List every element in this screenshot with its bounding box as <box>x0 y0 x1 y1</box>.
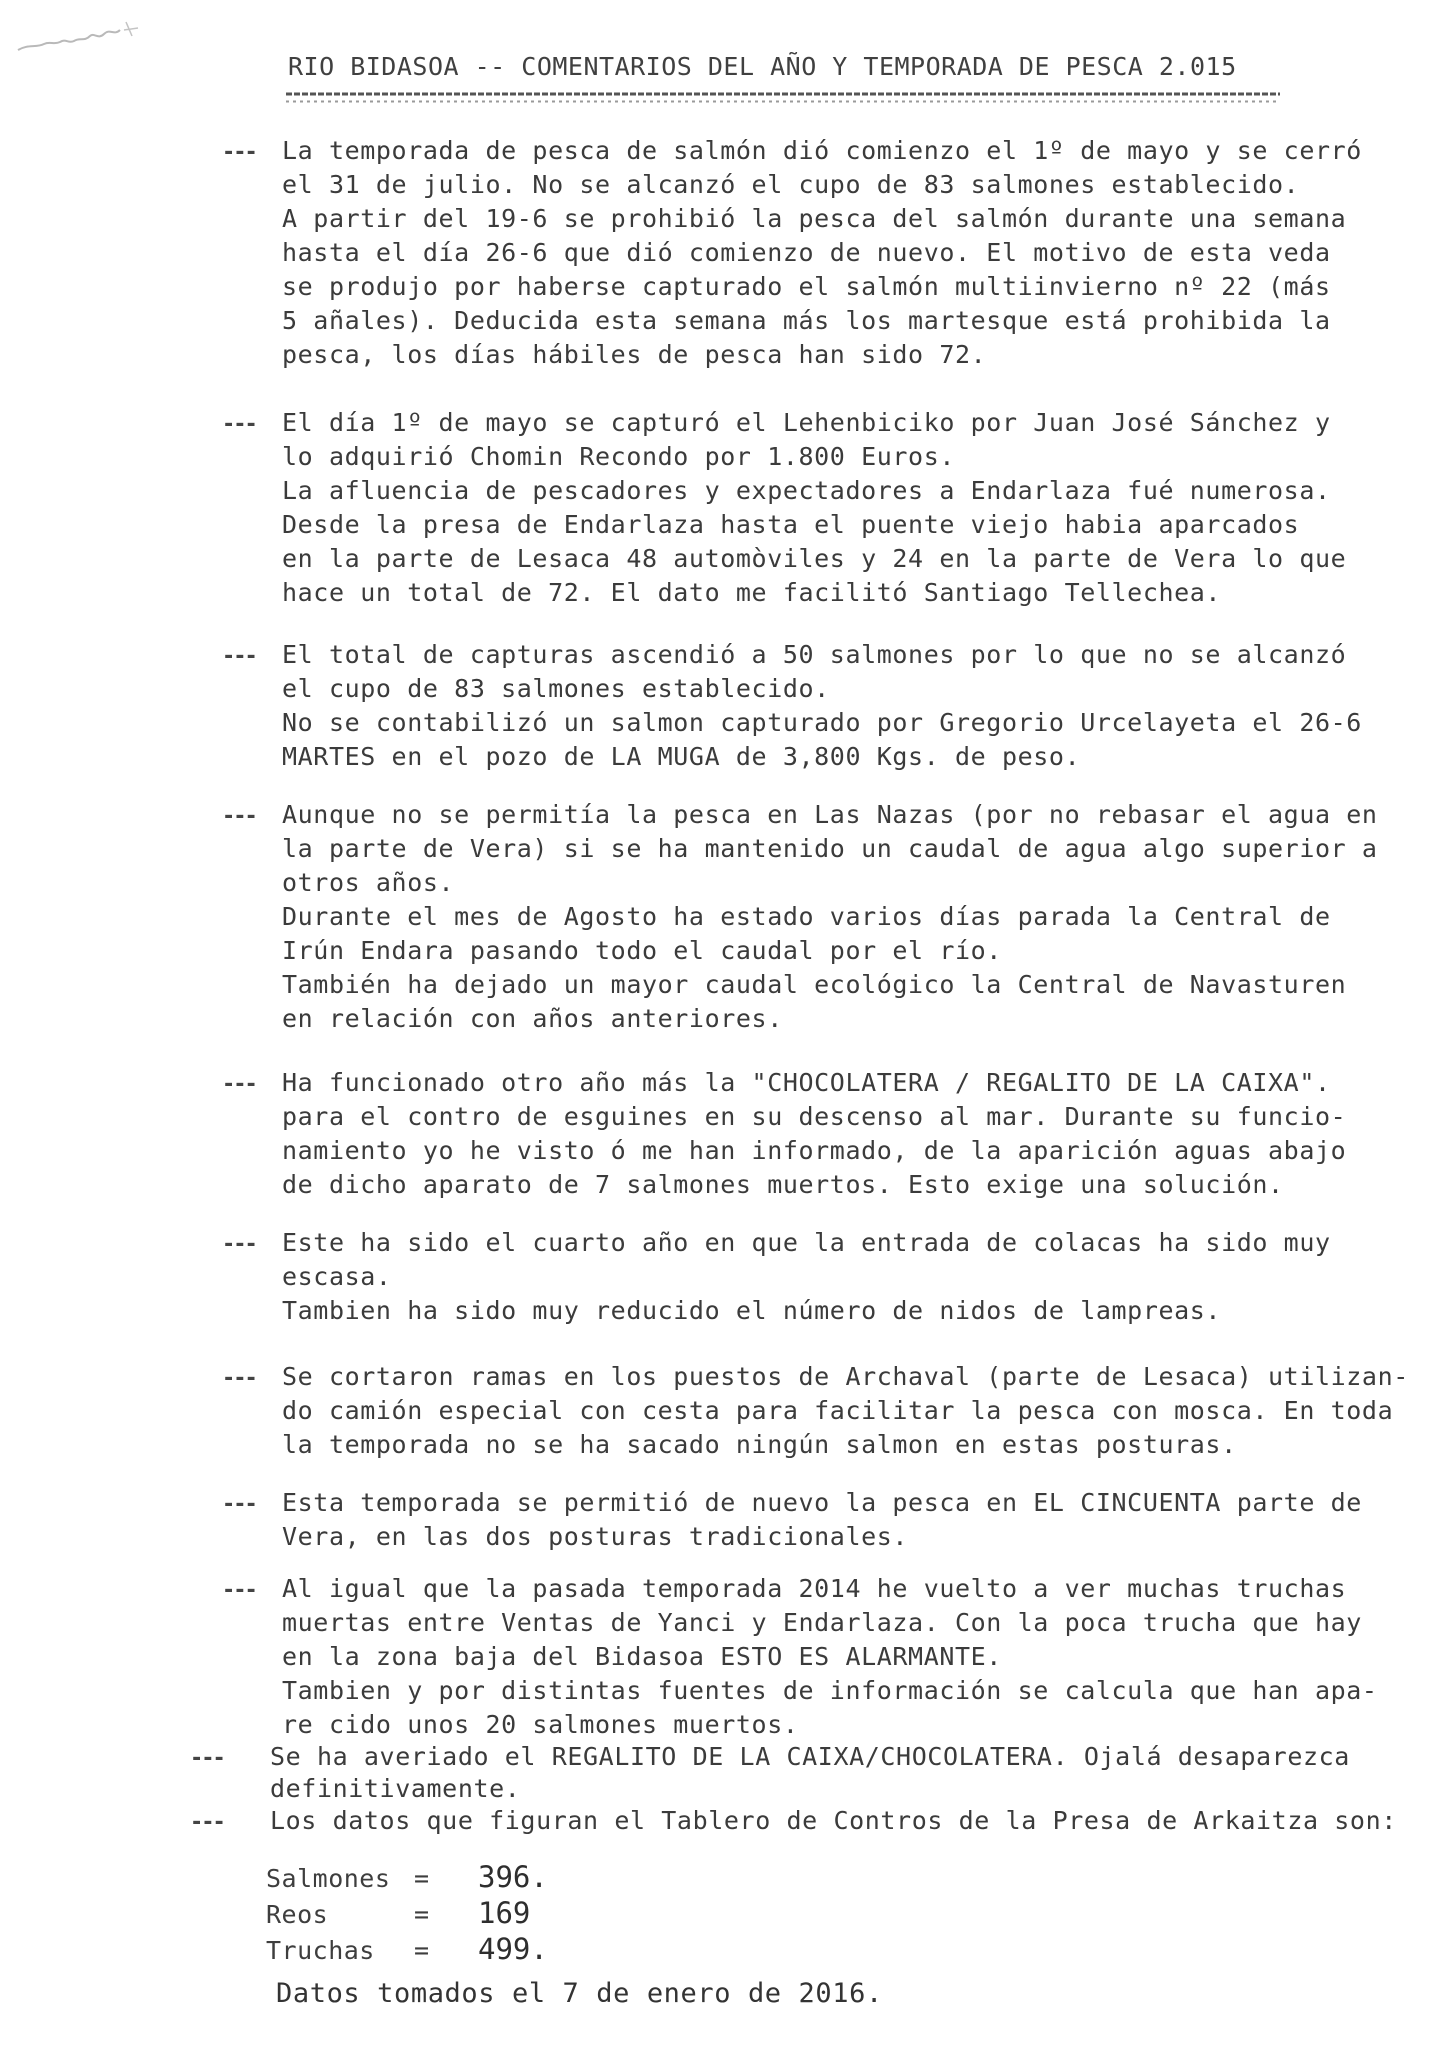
document-title: RIO BIDASOA -- COMENTARIOS DEL AÑO Y TEMPORADA DE PESCA 2.015 <box>288 52 1237 81</box>
bullet-dash: --- <box>222 412 256 437</box>
text-line: la parte de Vera) si se ha mantenido un caudal de agua algo superior a <box>282 834 1378 863</box>
title-underline <box>286 92 1280 96</box>
bullet-dash: --- <box>222 1072 256 1097</box>
stat-value: 169 <box>478 1896 531 1930</box>
text-line: Tambien y por distintas fuentes de información se calcula que han apa- <box>282 1676 1378 1705</box>
text-line: pesca, los días hábiles de pesca han sido 72. <box>282 340 987 369</box>
bullet-dash: --- <box>222 1232 256 1257</box>
bullet-dash: --- <box>222 1578 256 1603</box>
text-line: El día 1º de mayo se capturó el Lehenbiciko por Juan José Sánchez y <box>282 408 1331 437</box>
text-line: muertas entre Ventas de Yanci y Endarlaza. Con la poca trucha que hay <box>282 1608 1362 1637</box>
text-line: El total de capturas ascendió a 50 salmones por lo que no se alcanzó <box>282 640 1347 669</box>
text-line: Se ha averiado el REGALITO DE LA CAIXA/CHOCOLATERA. Ojalá desaparezca <box>270 1742 1350 1771</box>
text-line: lo adquirió Chomin Recondo por 1.800 Euros. <box>282 442 956 471</box>
text-line: re cido unos 20 salmones muertos. <box>282 1710 799 1739</box>
text-line: escasa. <box>282 1262 392 1291</box>
text-line: Los datos que figuran el Tablero de Contros de la Presa de Arkaitza son: <box>270 1806 1397 1835</box>
title-underline-secondary <box>286 100 1280 103</box>
text-line: La afluencia de pescadores y expectadores a Endarlaza fué numerosa. <box>282 476 1331 505</box>
text-line: hace un total de 72. El dato me facilitó Santiago Tellechea. <box>282 578 1222 607</box>
text-line: para el contro de esguines en su descenso al mar. Durante su funcio- <box>282 1102 1347 1131</box>
stat-value: 499. <box>478 1932 548 1966</box>
stat-equals: = <box>414 1900 430 1929</box>
text-line: en la zona baja del Bidasoa ESTO ES ALARMANTE. <box>282 1642 1002 1671</box>
bullet-dash: --- <box>222 644 256 669</box>
text-line: se produjo por haberse capturado el salmón multiinvierno nº 22 (más <box>282 272 1331 301</box>
text-line: La temporada de pesca de salmón dió comienzo el 1º de mayo y se cerró <box>282 136 1362 165</box>
text-line: Ha funcionado otro año más la "CHOCOLATERA / REGALITO DE LA CAIXA". <box>282 1068 1331 1097</box>
text-line: Durante el mes de Agosto ha estado varios días parada la Central de <box>282 902 1331 931</box>
handwritten-mark <box>14 14 144 64</box>
text-line: Desde la presa de Endarlaza hasta el puente viejo habia aparcados <box>282 510 1300 539</box>
text-line: Irún Endara pasando todo el caudal por el río. <box>282 936 1002 965</box>
text-line: 5 añales). Deducida esta semana más los martesque está prohibida la <box>282 306 1331 335</box>
bullet-dash: --- <box>190 1746 224 1771</box>
text-line: Aunque no se permitía la pesca en Las Nazas (por no rebasar el agua en <box>282 800 1378 829</box>
text-line: MARTES en el pozo de LA MUGA de 3,800 Kgs. de peso. <box>282 742 1081 771</box>
stat-label: Truchas <box>266 1936 375 1965</box>
bullet-dash: --- <box>190 1810 224 1835</box>
bullet-dash: --- <box>222 140 256 165</box>
date-note: Datos tomados el 7 de enero de 2016. <box>276 1978 883 2009</box>
text-line: en la parte de Lesaca 48 automòviles y 24 en la parte de Vera lo que <box>282 544 1347 573</box>
text-line: Este ha sido el cuarto año en que la entrada de colacas ha sido muy <box>282 1228 1331 1257</box>
text-line: Vera, en las dos posturas tradicionales. <box>282 1522 909 1551</box>
text-line: Esta temporada se permitió de nuevo la pesca en EL CINCUENTA parte de <box>282 1488 1362 1517</box>
text-line: en relación con años anteriores. <box>282 1004 783 1033</box>
text-line: No se contabilizó un salmon capturado por Gregorio Urcelayeta el 26-6 <box>282 708 1362 737</box>
text-line: Tambien ha sido muy reducido el número de nidos de lampreas. <box>282 1296 1222 1325</box>
text-line: otros años. <box>282 868 455 897</box>
stat-equals: = <box>414 1936 430 1965</box>
text-line: Al igual que la pasada temporada 2014 he vuelto a ver muchas truchas <box>282 1574 1347 1603</box>
text-line: definitivamente. <box>270 1774 521 1803</box>
bullet-dash: --- <box>222 1492 256 1517</box>
text-line: el cupo de 83 salmones establecido. <box>282 674 830 703</box>
text-line: Se cortaron ramas en los puestos de Archaval (parte de Lesaca) utilizan- <box>282 1362 1409 1391</box>
stat-value: 396. <box>478 1860 548 1894</box>
text-line: A partir del 19-6 se prohibió la pesca del salmón durante una semana <box>282 204 1347 233</box>
bullet-dash: --- <box>222 804 256 829</box>
text-line: namiento yo he visto ó me han informado, de la aparición aguas abajo <box>282 1136 1347 1165</box>
text-line: hasta el día 26-6 que dió comienzo de nuevo. El motivo de esta veda <box>282 238 1331 267</box>
stat-label: Reos <box>266 1900 329 1929</box>
text-line: de dicho aparato de 7 salmones muertos. Esto exige una solución. <box>282 1170 1284 1199</box>
text-line: la temporada no se ha sacado ningún salmon en estas posturas. <box>282 1430 1237 1459</box>
text-line: También ha dejado un mayor caudal ecológico la Central de Navasturen <box>282 970 1347 999</box>
text-line: el 31 de julio. No se alcanzó el cupo de 83 salmones establecido. <box>282 170 1300 199</box>
text-line: do camión especial con cesta para facilitar la pesca con mosca. En toda <box>282 1396 1394 1425</box>
bullet-dash: --- <box>222 1366 256 1391</box>
stat-label: Salmones <box>266 1864 391 1893</box>
stat-equals: = <box>414 1864 430 1893</box>
